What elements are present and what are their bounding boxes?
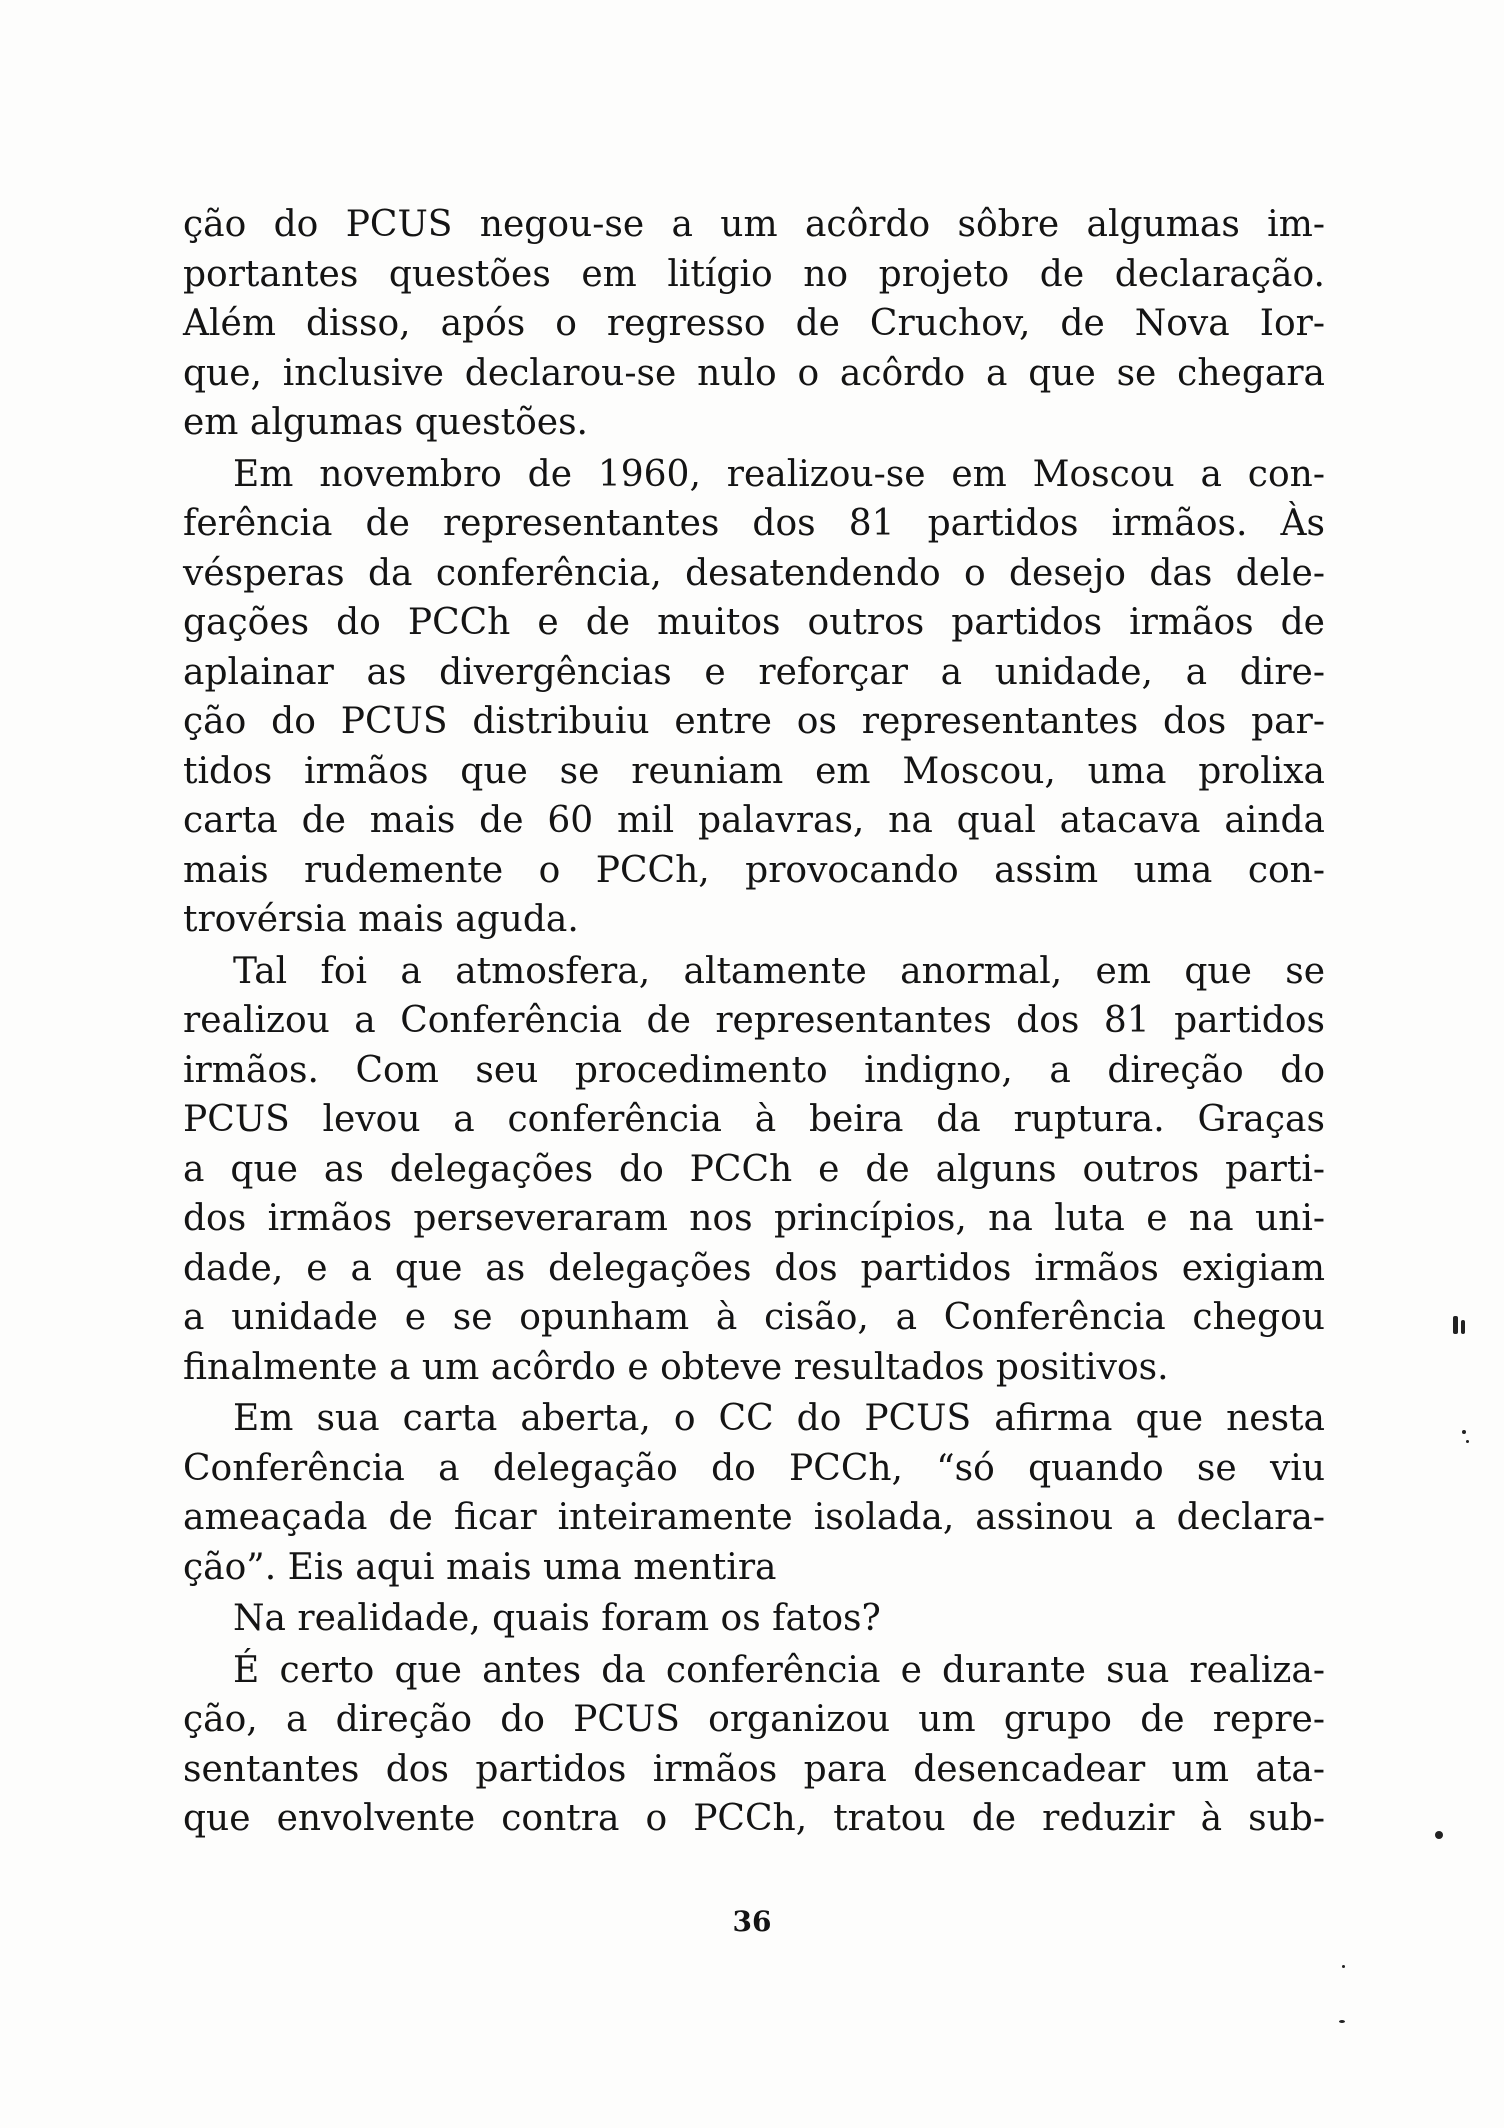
text-line: É certo que antes da conferência e durante sua realiza- [233, 1649, 1325, 1691]
text-line: Em sua carta aberta, o CC do PCUS afirma que nesta [233, 1398, 1325, 1439]
scan-speck [1462, 1430, 1466, 1434]
text-line: aplainar as divergências e reforçar a unidade, a dire- [183, 651, 1325, 693]
text-line: PCUS levou a conferência à beira da ruptura. Graças [183, 1099, 1325, 1140]
text-line: portantes questões em litígio no projeto de declaração. [183, 253, 1325, 295]
text-line: a que as delegações do PCCh e de alguns outros parti- [183, 1148, 1325, 1190]
text-line: que envolvente contra o PCCh, tratou de reduzir à sub- [183, 1798, 1325, 1839]
text-line: ferência de representantes dos 81 partidos irmãos. Às [183, 503, 1325, 544]
text-line: Além disso, após o regresso de Cruchov, de Nova Ior- [183, 303, 1325, 344]
text-line: em algumas questões. [183, 402, 588, 443]
paragraph-6 [183, 1646, 1325, 1844]
scan-speck [1339, 2020, 1345, 2023]
text-line: que, inclusive declarou-se nulo o acôrdo a que se chegara [183, 352, 1325, 394]
text-line: ção, a direção do PCUS organizou um grupo de repre- [183, 1699, 1325, 1740]
text-line: mais rudemente o PCCh, provocando assim uma con- [183, 849, 1325, 891]
scan-speck [1466, 1440, 1469, 1443]
text-line: Em novembro de 1960, realizou-se em Moscou a con- [233, 453, 1325, 495]
scan-speck [1461, 1320, 1465, 1334]
text-line: Tal foi a atmosfera, altamente anormal, em que se [233, 950, 1325, 992]
text-line: ção do PCUS distribuiu entre os representantes dos par- [183, 701, 1325, 742]
text-line: Na realidade, quais foram os fatos? [233, 1598, 881, 1639]
paragraph-5 [183, 1594, 1325, 1644]
text-line: dade, e a que as delegações dos partidos irmãos exigiam [183, 1247, 1325, 1289]
text-line: realizou a Conferência de representantes dos 81 partidos [183, 1000, 1325, 1041]
text-line: trovérsia mais aguda. [183, 899, 579, 940]
scan-speck [1342, 1965, 1345, 1968]
text-line: dos irmãos perseveraram nos princípios, na luta e na uni- [183, 1198, 1325, 1239]
text-line: finalmente a um acôrdo e obteve resultados positivos. [183, 1346, 1169, 1388]
text-line: irmãos. Com seu procedimento indigno, a direção do [183, 1049, 1325, 1091]
paragraph-2 [183, 450, 1325, 945]
text-line: carta de mais de 60 mil palavras, na qual atacava ainda [183, 800, 1325, 841]
text-line: sentantes dos partidos irmãos para desencadear um ata- [183, 1748, 1325, 1790]
text-line: a unidade e se opunham à cisão, a Conferência chegou [183, 1297, 1325, 1338]
paragraph-1 [183, 200, 1325, 448]
paragraph-4 [183, 1394, 1325, 1592]
paragraph-3 [183, 947, 1325, 1393]
page-number: 36 [732, 1905, 772, 1938]
text-line: gações do PCCh e de muitos outros partidos irmãos de [183, 602, 1325, 643]
text-line: ameaçada de ficar inteiramente isolada, assinou a declara- [183, 1497, 1325, 1538]
text-line: ção”. Eis aqui mais uma mentira [183, 1546, 777, 1588]
text-line: vésperas da conferência, desatendendo o desejo das dele- [183, 552, 1325, 594]
text-line: tidos irmãos que se reuniam em Moscou, uma prolixa [183, 750, 1325, 792]
text-line: ção do PCUS negou-se a um acôrdo sôbre algumas im- [183, 204, 1325, 245]
body-text [183, 200, 1325, 1846]
scan-speck [1453, 1316, 1458, 1334]
scan-speck [1435, 1831, 1443, 1839]
text-line: Conferência a delegação do PCCh, “só quando se viu [183, 1447, 1325, 1489]
